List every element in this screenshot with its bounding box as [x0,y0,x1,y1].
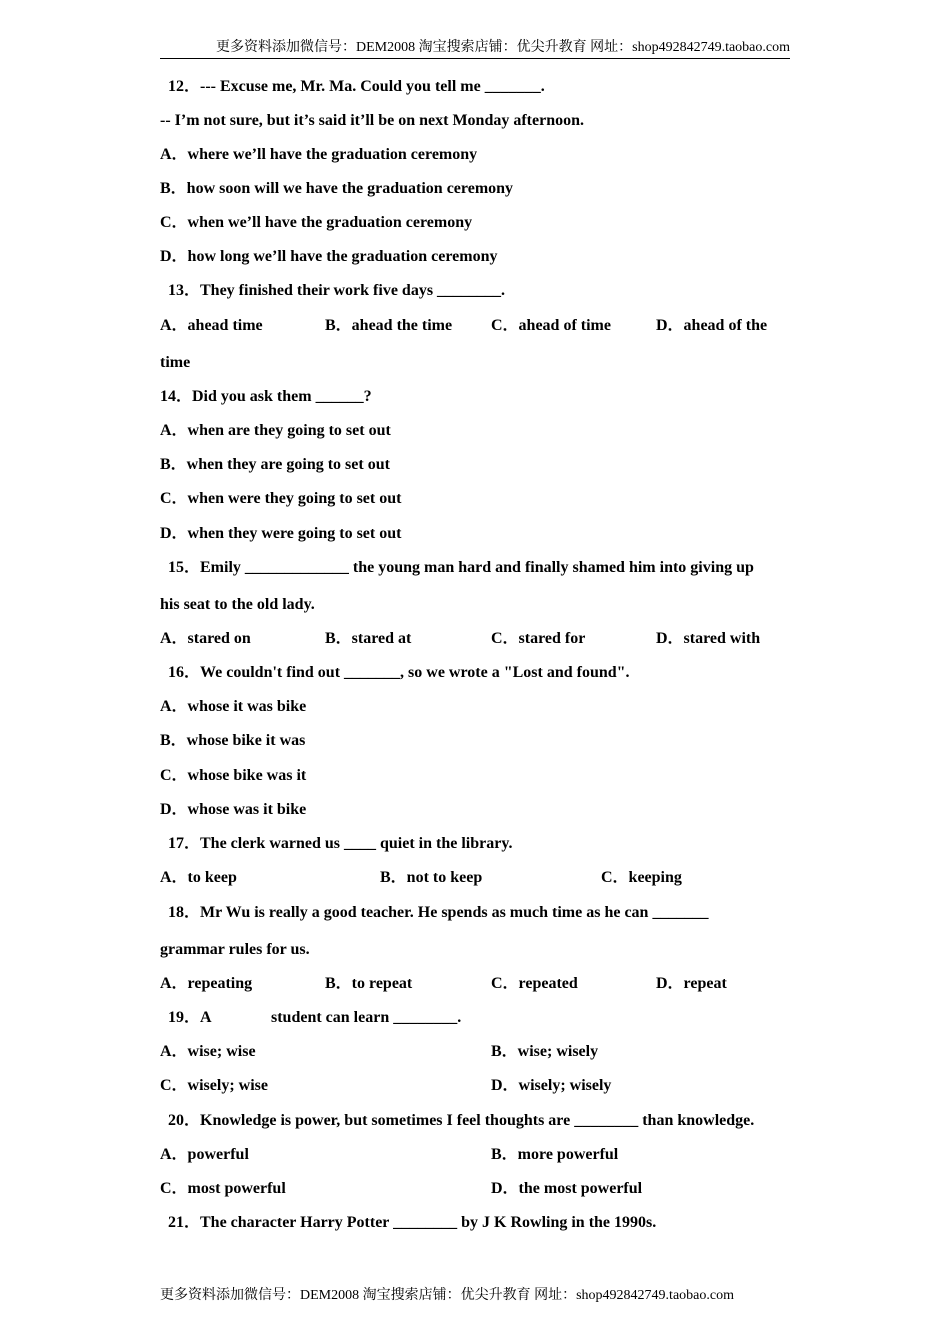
question-13-option-d-continuation: time [160,354,191,371]
question-20-option-c: C．most powerful [160,1180,286,1197]
question-20: 20．Knowledge is power, but sometimes I feel thoughts are ________ than knowledge. [168,1112,755,1129]
question-18-option-b: B．to repeat [325,975,413,992]
question-13-option-c: C．ahead of time [491,317,611,334]
question-16-option-b: B．whose bike it was [160,732,306,749]
question-17-option-c: C．keeping [601,869,682,886]
question-14-option-d: D．when they were going to set out [160,525,402,542]
question-20-option-a: A．powerful [160,1146,249,1163]
question-13-option-a: A．ahead time [160,317,263,334]
question-12-dialogue: -- I’m not sure, but it’s said it’ll be on next Monday afternoon. [160,112,585,129]
question-12-option-b: B．how soon will we have the graduation ceremony [160,180,514,197]
question-18-continuation: grammar rules for us. [160,941,310,958]
question-19-option-a: A．wise; wise [160,1043,256,1060]
question-19-option-b: B．wise; wisely [491,1043,599,1060]
question-19-option-c: C．wisely; wise [160,1077,268,1094]
question-18-option-c: C．repeated [491,975,578,992]
question-15-option-c: C．stared for [491,630,586,647]
page-header: 更多资料添加微信号：DEM2008 淘宝搜索店铺：优尖升教育 网址：shop492842749.taobao.com [160,38,790,59]
question-14-option-b: B．when they are going to set out [160,456,390,473]
question-20-option-d: D．the most powerful [491,1180,643,1197]
question-12-option-c: C．when we’ll have the graduation ceremony [160,214,473,231]
question-15-continuation: his seat to the old lady. [160,596,315,613]
question-19-option-d: D．wisely; wisely [491,1077,612,1094]
question-15: 15．Emily _____________ the young man hard and finally shamed him into giving up [168,559,754,576]
question-14: 14．Did you ask them ______? [160,388,372,405]
question-12-option-a: A．where we’ll have the graduation ceremony [160,146,478,163]
question-13-option-b: B．ahead the time [325,317,453,334]
question-16-option-d: D．whose was it bike [160,801,307,818]
question-17-option-b: B．not to keep [380,869,483,886]
question-18-option-d: D．repeat [656,975,727,992]
question-15-option-b: B．stared at [325,630,412,647]
question-20-option-b: B．more powerful [491,1146,619,1163]
question-13: 13．They finished their work five days ________. [168,282,506,299]
question-16-option-a: A．whose it was bike [160,698,307,715]
question-13-option-d: D．ahead of the [656,317,768,334]
question-18-option-a: A．repeating [160,975,253,992]
page-footer: 更多资料添加微信号：DEM2008 淘宝搜索店铺：优尖升教育 网址：shop492842749.taobao.com [160,1288,734,1303]
question-14-option-c: C．when were they going to set out [160,490,402,507]
question-14-option-a: A．when are they going to set out [160,422,391,439]
question-19-start: 19．A [168,1009,212,1026]
question-18: 18．Mr Wu is really a good teacher. He spends as much time as he can _______ [168,904,709,921]
question-21: 21．The character Harry Potter ________ by J K Rowling in the 1990s. [168,1214,657,1231]
question-17-option-a: A．to keep [160,869,237,886]
question-12-option-d: D．how long we’ll have the graduation ceremony [160,248,498,265]
question-12: 12．--- Excuse me, Mr. Ma. Could you tell me _______. [168,78,545,95]
question-16: 16．We couldn't find out _______, so we wrote a "Lost and found". [168,664,630,681]
question-16-option-c: C．whose bike was it [160,767,307,784]
question-19-rest: student can learn ________. [271,1009,462,1026]
question-15-option-d: D．stared with [656,630,761,647]
question-15-option-a: A．stared on [160,630,251,647]
question-17: 17．The clerk warned us ____ quiet in the library. [168,835,513,852]
